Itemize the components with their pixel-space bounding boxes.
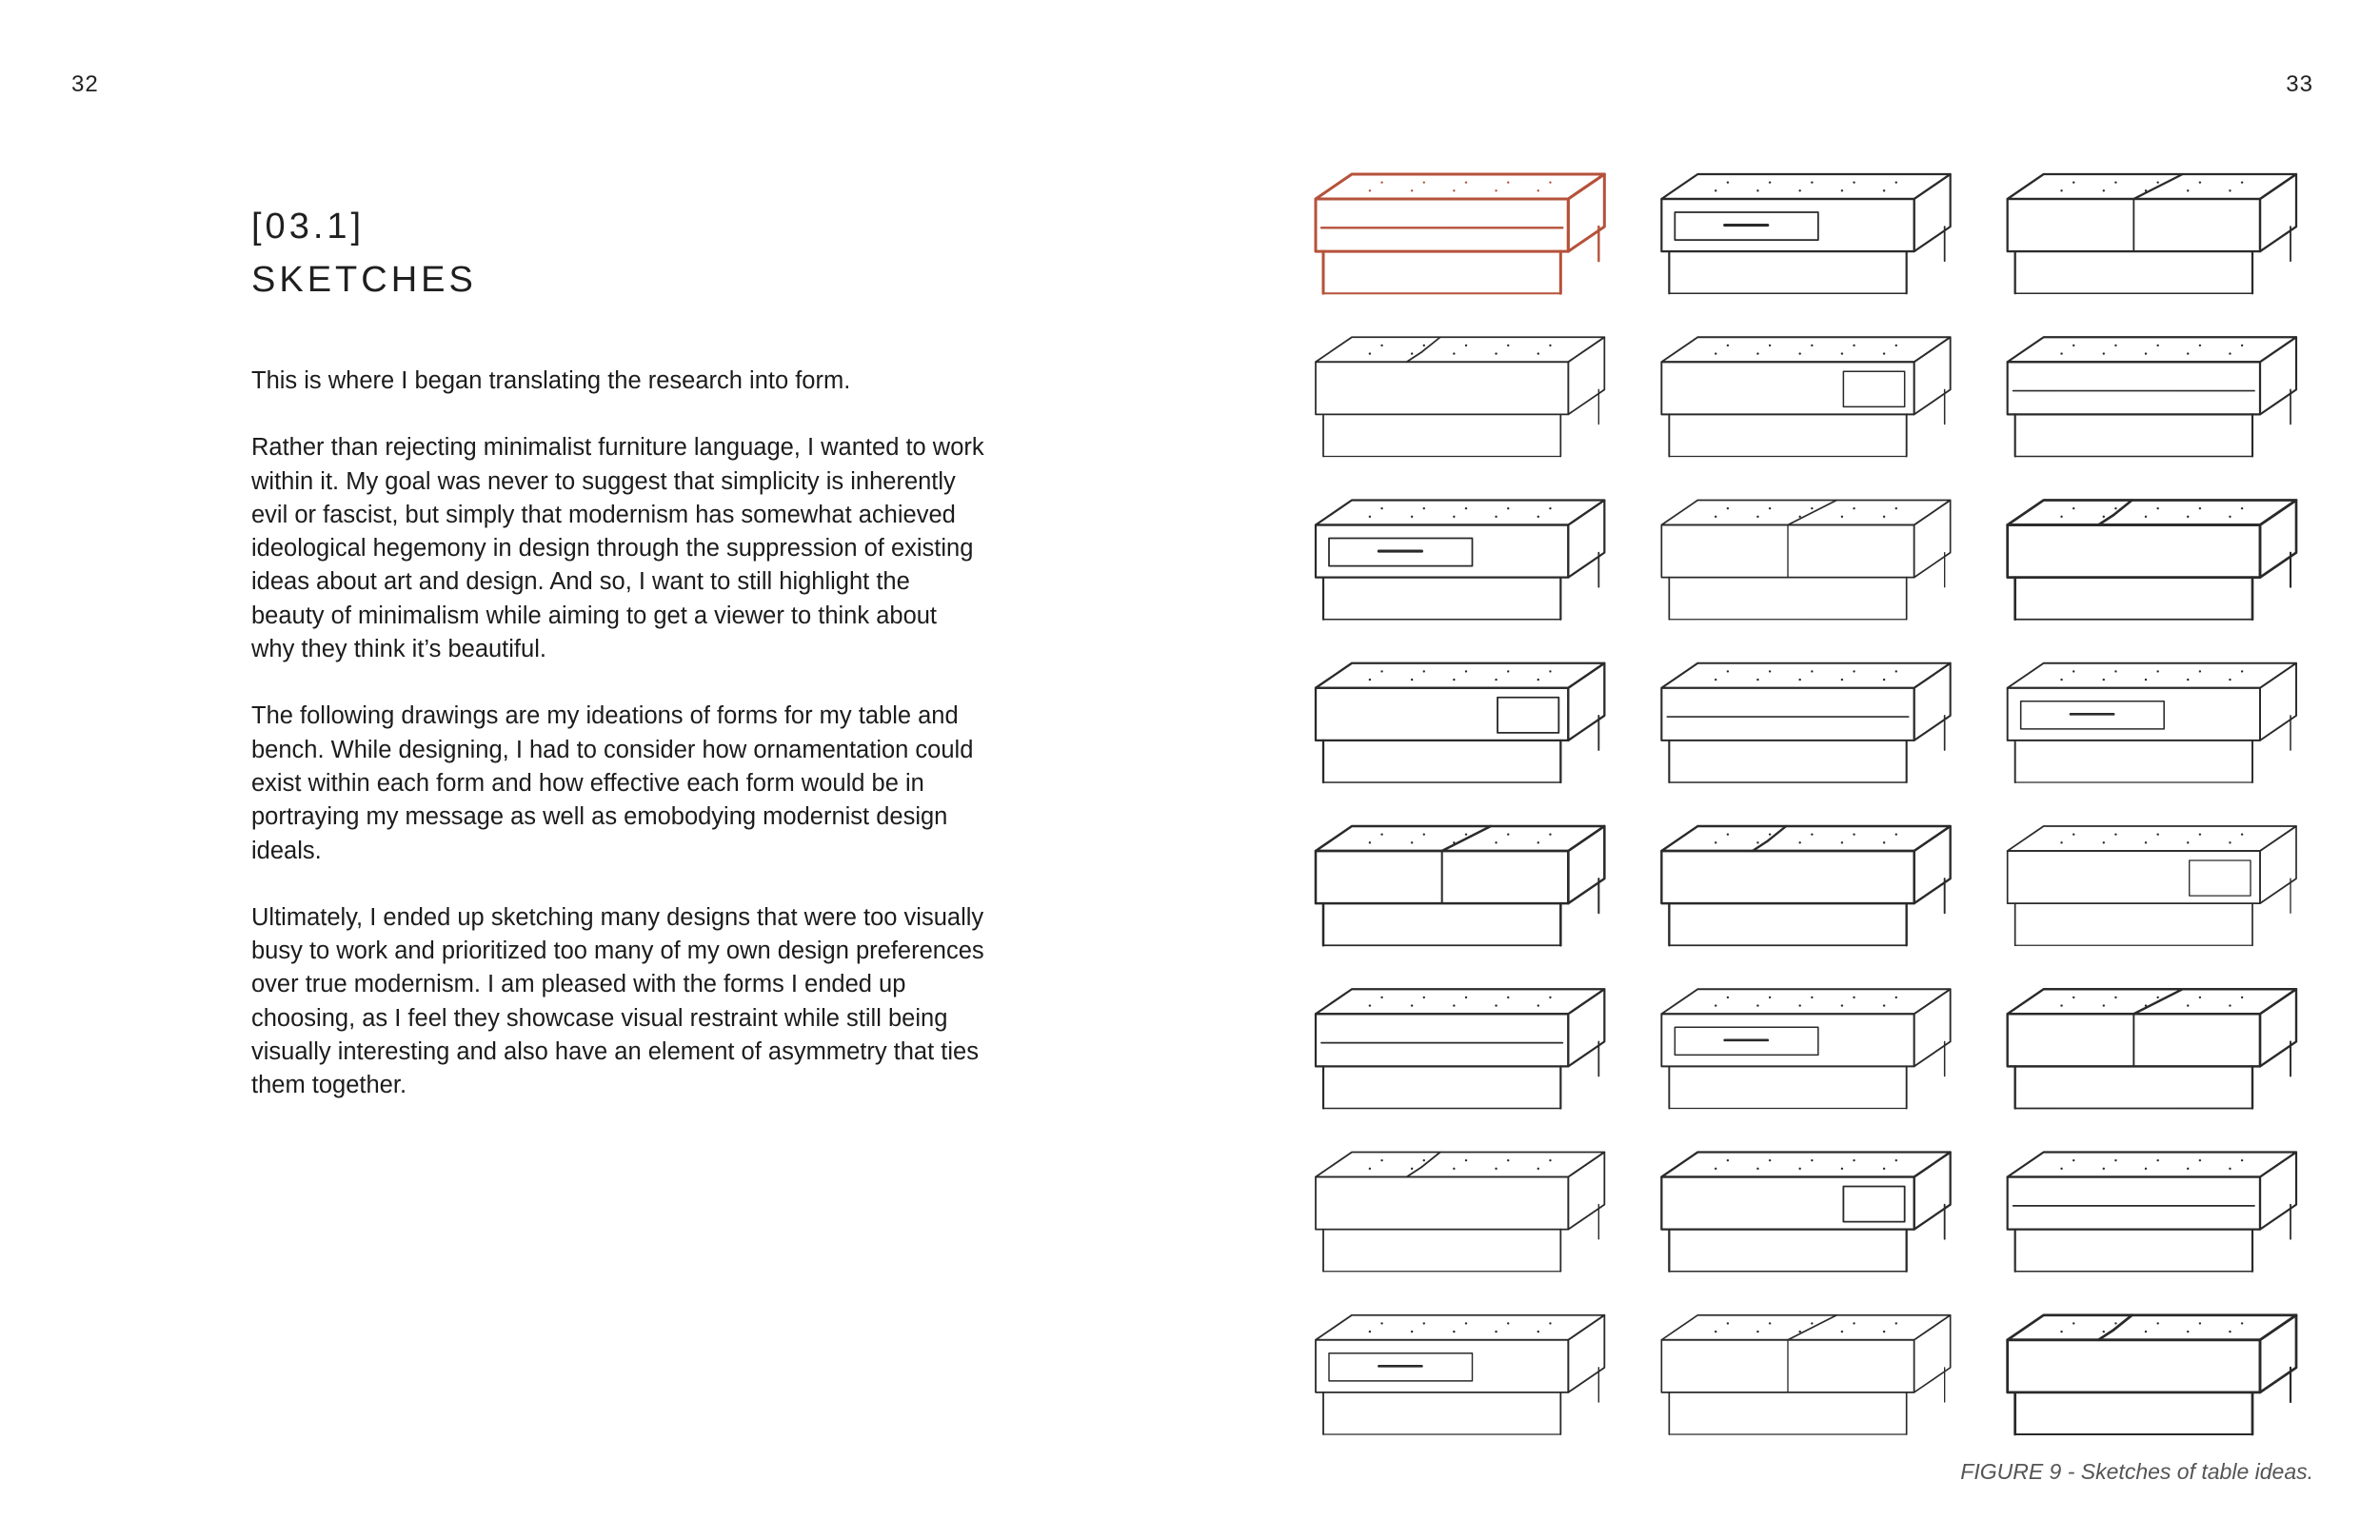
section-title: SKETCHES xyxy=(251,260,477,300)
table-sketch xyxy=(2008,1153,2296,1272)
table-sketch xyxy=(2008,1315,2296,1434)
table-sketch xyxy=(2008,174,2296,293)
table-sketches-grid xyxy=(1304,157,2342,1461)
paragraph-3: The following drawings are my ideations of forms for my table and bench. While designing, I had to consider how ornamentation could exist within each form and how effective each form would be in portraying my message as well as emobodying modernist design ideals. xyxy=(251,702,974,864)
page-number-right: 33 xyxy=(2286,71,2313,97)
paragraph-2: Rather than rejecting minimalist furniture language, I wanted to work within it. My goal was never to suggest that simplicity is inherently evil or fascist, but simply that modernism has somewhat achieved ideological hegemony in design through the suppression of existing ideas about art and design. And so, I want to still highlight the beauty of minimalism while aiming to get a viewer to think about why they think it’s beautiful. xyxy=(251,434,984,663)
table-sketch xyxy=(1316,1315,1604,1434)
body-text xyxy=(251,365,984,1136)
page-number-left: 32 xyxy=(71,71,99,97)
table-sketch xyxy=(1661,1315,1950,1434)
table-sketch xyxy=(1316,826,1604,945)
table-sketch xyxy=(1316,1153,1604,1272)
table-sketch xyxy=(1661,1153,1950,1272)
table-sketch xyxy=(2008,989,2296,1108)
paragraph-1: This is where I began translating the research into form. xyxy=(251,367,851,394)
table-sketch xyxy=(1661,174,1950,293)
sketch-figure xyxy=(1304,157,2342,1461)
figure-caption: FIGURE 9 - Sketches of table ideas. xyxy=(1960,1459,2313,1484)
table-sketch xyxy=(1316,501,1604,620)
table-sketch xyxy=(2008,501,2296,620)
table-sketch xyxy=(2008,826,2296,945)
table-sketch xyxy=(1661,989,1950,1108)
table-sketch xyxy=(1661,337,1950,456)
table-sketch xyxy=(2008,337,2296,456)
table-sketch xyxy=(2008,663,2296,782)
paragraph-4: Ultimately, I ended up sketching many designs that were too visually busy to work and prioritized too many of my own design preferences over true modernism. I am pleased with the forms I ended up choosing, as I feel they showcase visual restraint while still being visually interesting and also have an element of asymmetry that ties them together. xyxy=(251,903,984,1099)
table-sketch xyxy=(1661,826,1950,945)
table-sketch xyxy=(1661,501,1950,620)
table-sketch xyxy=(1316,989,1604,1108)
section-heading xyxy=(251,200,477,306)
table-sketch xyxy=(1316,174,1604,293)
table-sketch xyxy=(1316,337,1604,456)
section-number: [03.1] xyxy=(251,207,366,247)
table-sketch xyxy=(1661,663,1950,782)
table-sketch xyxy=(1316,663,1604,782)
